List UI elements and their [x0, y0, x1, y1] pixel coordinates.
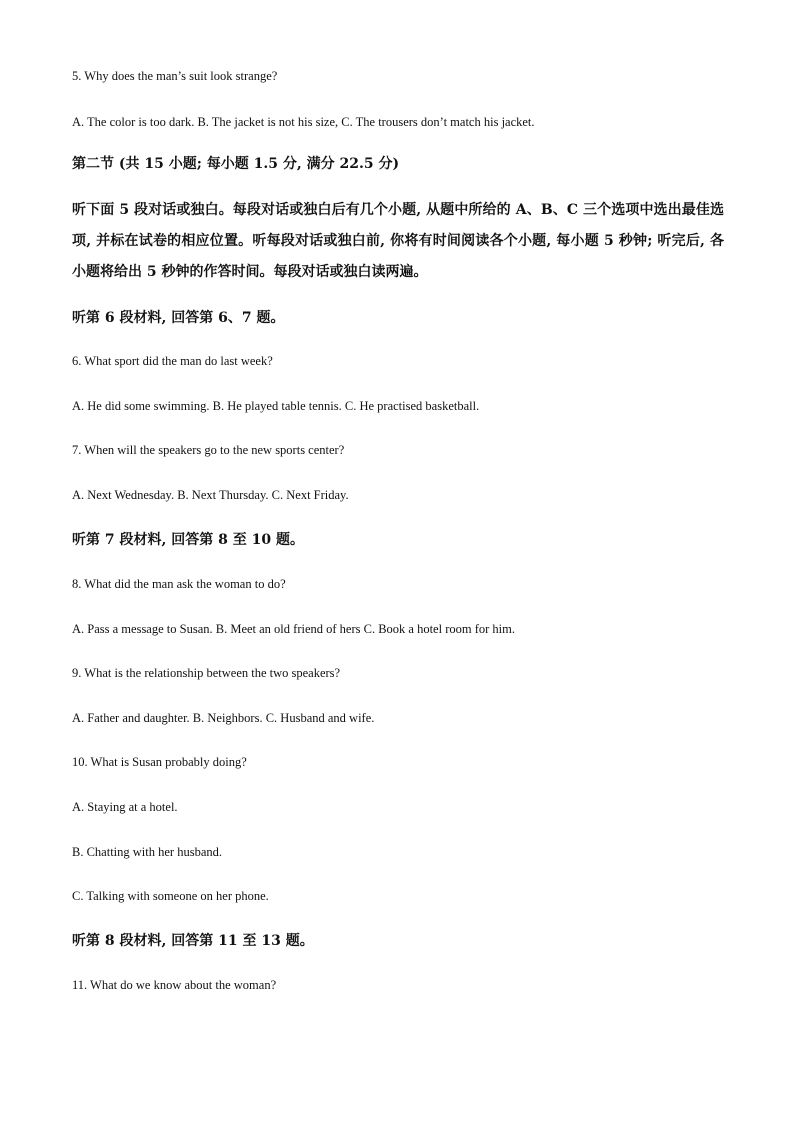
- passage-7-heading: 听第 7 段材料, 回答第 8 至 10 题。: [72, 532, 304, 548]
- question-10-option-a: A. Staying at a hotel.: [72, 800, 178, 814]
- question-6: 6. What sport did the man do last week?: [72, 354, 273, 368]
- question-5-options: A. The color is too dark. B. The jacket is not his size, C. The trousers don’t match his jacket.: [72, 115, 535, 129]
- passage-8-heading: 听第 8 段材料, 回答第 11 至 13 题。: [72, 933, 314, 949]
- question-6-options: A. He did some swimming. B. He played table tennis. C. He practised basketball.: [72, 399, 480, 413]
- question-10-option-c: C. Talking with someone on her phone.: [72, 889, 269, 903]
- question-9: 9. What is the relationship between the two speakers?: [72, 666, 341, 680]
- question-8-options: A. Pass a message to Susan. B. Meet an old friend of hers C. Book a hotel room for him.: [72, 622, 515, 636]
- section-2-instructions: 听下面 5 段对话或独白。每段对话或独白后有几个小题, 从题中所给的 A、B、C 三个选项中选出最佳选项, 并标在试卷的相应位置。听每段对话或独白前, 你将有时间阅读各个小题, 每小题 5 秒钟; 听完后, 各小题将给出 5 秒钟的作答时间。每段对话或独白读两遍。: [72, 202, 724, 280]
- question-5: 5. Why does the man’s suit look strange?: [72, 69, 278, 83]
- question-7-options: A. Next Wednesday. B. Next Thursday. C. Next Friday.: [72, 488, 349, 502]
- question-8: 8. What did the man ask the woman to do?: [72, 577, 286, 591]
- passage-6-heading: 听第 6 段材料, 回答第 6、7 题。: [72, 310, 285, 326]
- question-10-option-b: B. Chatting with her husband.: [72, 845, 222, 859]
- question-9-options: A. Father and daughter. B. Neighbors. C. Husband and wife.: [72, 711, 375, 725]
- question-10: 10. What is Susan probably doing?: [72, 755, 247, 769]
- question-11: 11. What do we know about the woman?: [72, 978, 277, 992]
- question-7: 7. When will the speakers go to the new sports center?: [72, 443, 345, 457]
- section-2-heading: 第二节 (共 15 小题; 每小题 1.5 分, 满分 22.5 分): [72, 156, 400, 172]
